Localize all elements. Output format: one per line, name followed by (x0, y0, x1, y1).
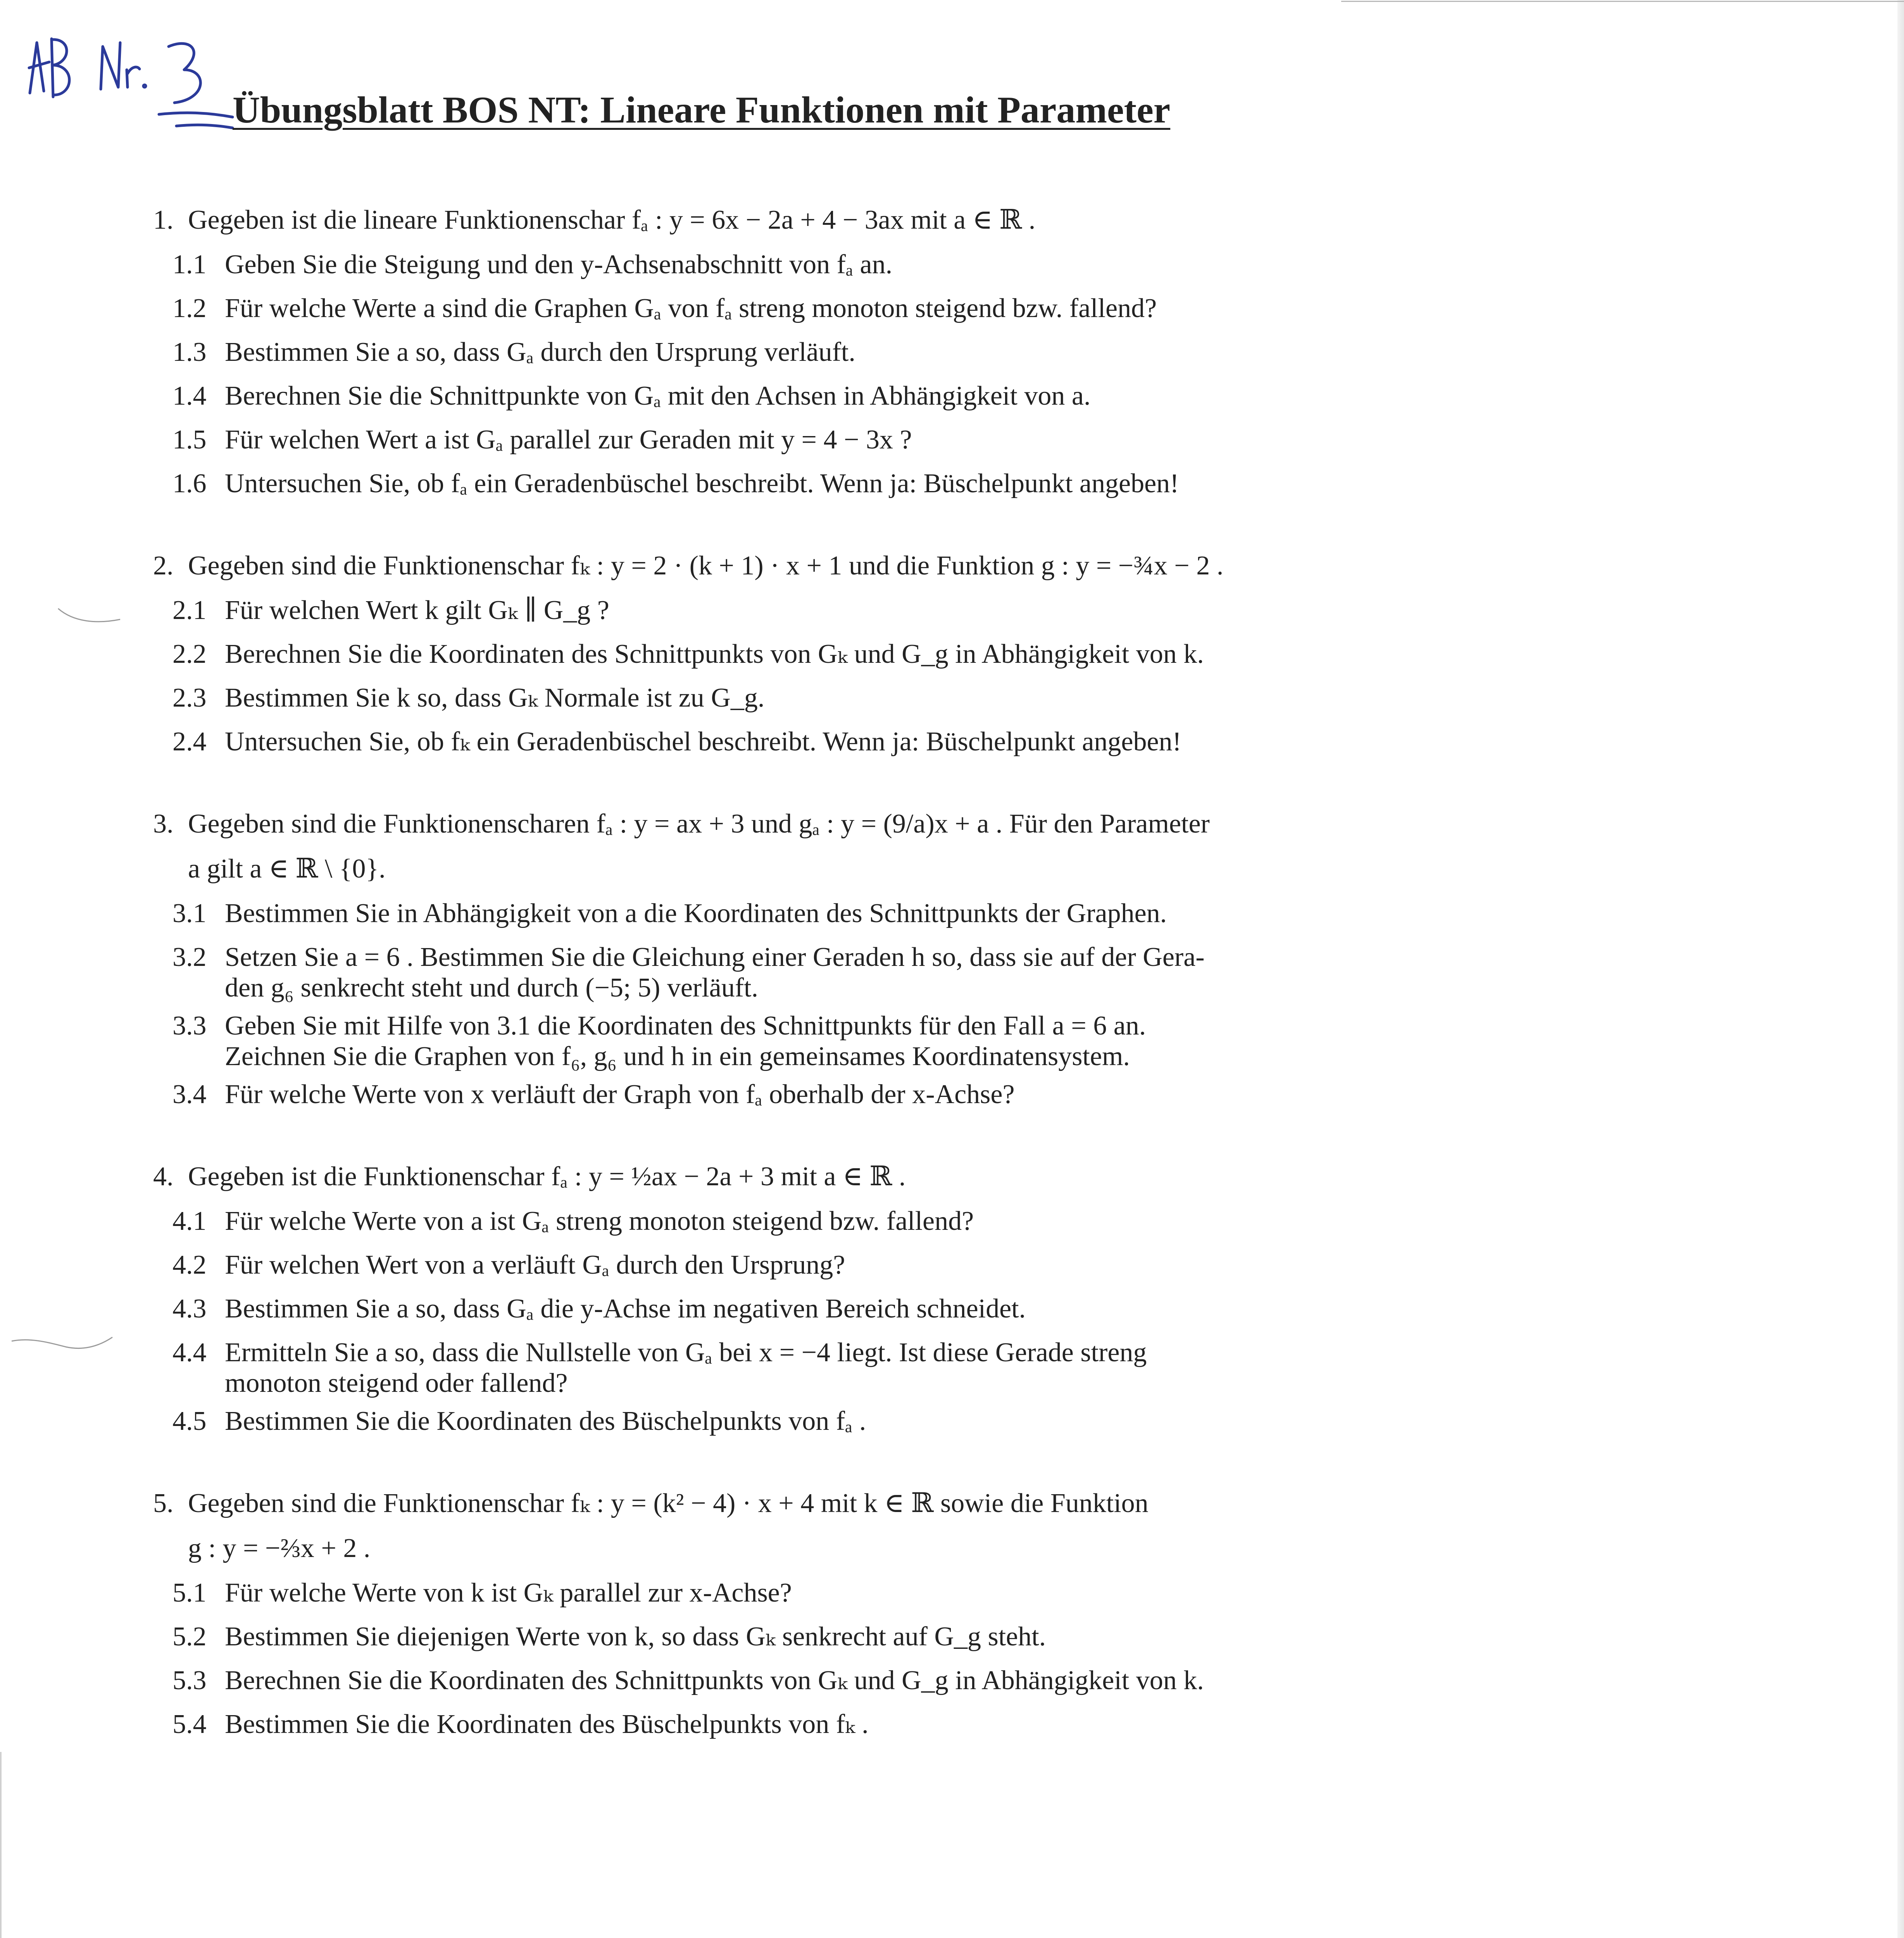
subtask (153, 1331, 1246, 1399)
subtask-number: 3.4 (172, 1079, 207, 1109)
problem-text: Gegeben sind die Funktionenschar fₖ : y = 2 · (k + 1) · x + 1 und die Funktion g : y = −¾x − 2 . (188, 551, 1224, 581)
pencil-mark (8, 1326, 116, 1357)
problem-statement (153, 1481, 1246, 1571)
subtask-number: 4.5 (172, 1406, 207, 1436)
subtask (153, 891, 1246, 935)
subtask-number: 4.3 (172, 1294, 207, 1324)
subtask-text-line: Zeichnen Sie die Graphen von f₆, g₆ und h in ein gemeinsames Koordinatensystem. (225, 1041, 1130, 1071)
subtask (153, 720, 1246, 764)
problem-statement (153, 543, 1246, 588)
subtask-number: 1.2 (172, 293, 207, 323)
subtask (153, 632, 1246, 676)
subtask (153, 676, 1246, 720)
subtask (153, 1243, 1246, 1287)
subtask (153, 588, 1246, 632)
subtask-number: 2.1 (172, 595, 207, 625)
problem-text-line: a gilt a ∈ ℝ \ {0}. (188, 854, 386, 884)
pencil-mark (54, 605, 124, 628)
subtask (153, 330, 1246, 374)
subtask-number: 4.4 (172, 1338, 207, 1367)
subtask-text: Bestimmen Sie diejenigen Werte von k, so dass Gₖ senkrecht auf G_g steht. (225, 1622, 1046, 1652)
subtask-text: Für welche Werte von x verläuft der Graph von fₐ oberhalb der x-Achse? (225, 1079, 1015, 1109)
problem-2 (153, 543, 1246, 764)
subtask (153, 243, 1246, 286)
scan-line (0, 1752, 2, 1938)
subtask (153, 1199, 1246, 1243)
subtask-text-line: Setzen Sie a = 6 . Bestimmen Sie die Gleichung einer Geraden h so, dass sie auf der Gera- (225, 942, 1205, 972)
subtask-text: Bestimmen Sie die Koordinaten des Büschelpunkts von fₖ . (225, 1709, 869, 1739)
subtask-text: Bestimmen Sie die Koordinaten des Büschelpunkts von fₐ . (225, 1406, 866, 1436)
problem-1 (153, 198, 1246, 505)
subtask (153, 1571, 1246, 1615)
problem-text (188, 802, 1246, 891)
problem-statement (153, 198, 1246, 243)
subtask-text: Für welchen Wert von a verläuft Gₐ durch den Ursprung? (225, 1250, 845, 1280)
problem-number: 4. (153, 1162, 174, 1191)
problem-list (153, 198, 1246, 1784)
problem-3 (153, 802, 1246, 1116)
subtask-text: Für welche Werte von a ist Gₐ streng monoton steigend bzw. fallend? (225, 1206, 974, 1236)
problem-number: 3. (153, 809, 174, 839)
subtask-number: 1.3 (172, 337, 207, 367)
subtask-text: Untersuchen Sie, ob fₖ ein Geradenbüschel beschreibt. Wenn ja: Büschelpunkt angeben! (225, 727, 1181, 757)
page-title: Übungsblatt BOS NT: Lineare Funktionen mit Parameter (233, 89, 1171, 131)
subtask (153, 935, 1246, 1004)
subtask-text: Bestimmen Sie k so, dass Gₖ Normale ist zu G_g. (225, 683, 765, 713)
subtask-text: Untersuchen Sie, ob fₐ ein Geradenbüschel beschreibt. Wenn ja: Büschelpunkt angeben! (225, 469, 1179, 498)
problem-4 (153, 1154, 1246, 1443)
subtask-number: 1.1 (172, 250, 207, 279)
subtask-number: 3.3 (172, 1011, 207, 1041)
subtask-number: 3.2 (172, 942, 207, 972)
problem-statement (153, 802, 1246, 891)
problem-statement (153, 1154, 1246, 1199)
problem-text: Gegeben ist die Funktionenschar fₐ : y = ½ax − 2a + 3 mit a ∈ ℝ . (188, 1162, 906, 1191)
subtask-text: Bestimmen Sie a so, dass Gₐ die y-Achse im negativen Bereich schneidet. (225, 1294, 1026, 1324)
problem-number: 1. (153, 205, 174, 235)
subtask-number: 2.4 (172, 727, 207, 757)
subtask (153, 462, 1246, 505)
subtask (153, 418, 1246, 462)
subtask-number: 1.5 (172, 425, 207, 455)
subtask-text (225, 1331, 1246, 1399)
handwritten-note (21, 16, 238, 132)
subtask (153, 1702, 1246, 1746)
problem-text: Gegeben ist die lineare Funktionenschar fₐ : y = 6x − 2a + 4 − 3ax mit a ∈ ℝ . (188, 205, 1036, 235)
subtask-text: Bestimmen Sie in Abhängigkeit von a die Koordinaten des Schnittpunkts der Graphen. (225, 898, 1167, 928)
problem-number: 2. (153, 551, 174, 581)
subtask-text: Berechnen Sie die Koordinaten des Schnittpunkts von Gₖ und G_g in Abhängigkeit von k. (225, 639, 1204, 669)
scan-line (1341, 1, 1904, 2)
subtask-text: Für welche Werte a sind die Graphen Gₐ von fₐ streng monoton steigend bzw. fallend? (225, 293, 1157, 323)
subtask-number: 2.2 (172, 639, 207, 669)
problem-number: 5. (153, 1488, 174, 1518)
problem-text (188, 1481, 1246, 1571)
subtask-text-line: Geben Sie mit Hilfe von 3.1 die Koordinaten des Schnittpunkts für den Fall a = 6 an. (225, 1011, 1146, 1041)
subtask-text: Berechnen Sie die Schnittpunkte von Gₐ mit den Achsen in Abhängigkeit von a. (225, 381, 1091, 411)
subtask (153, 286, 1246, 330)
subtask (153, 1004, 1246, 1072)
problem-text-line: Gegeben sind die Funktionenscharen fₐ : y = ax + 3 und gₐ : y = (9/a)x + a . Für den Parameter (188, 809, 1210, 839)
subtask (153, 374, 1246, 418)
subtask-number: 1.6 (172, 469, 207, 498)
subtask-text (225, 935, 1246, 1004)
subtask-text: Für welchen Wert k gilt Gₖ ∥ G_g ? (225, 595, 609, 625)
subtask-text-line: Ermitteln Sie a so, dass die Nullstelle von Gₐ bei x = −4 liegt. Ist diese Gerade streng (225, 1338, 1147, 1367)
subtask-text: Bestimmen Sie a so, dass Gₐ durch den Ursprung verläuft. (225, 337, 855, 367)
subtask-number: 2.3 (172, 683, 207, 713)
subtask-text: Berechnen Sie die Koordinaten des Schnittpunkts von Gₖ und G_g in Abhängigkeit von k. (225, 1666, 1204, 1695)
scan-edge (1897, 0, 1904, 1938)
subtask-text: Für welchen Wert a ist Gₐ parallel zur Geraden mit y = 4 − 3x ? (225, 425, 912, 455)
subtask (153, 1072, 1246, 1116)
subtask-number: 4.2 (172, 1250, 207, 1280)
subtask-number: 5.2 (172, 1622, 207, 1652)
subtask (153, 1615, 1246, 1659)
subtask-text: Für welche Werte von k ist Gₖ parallel zur x-Achse? (225, 1578, 792, 1608)
subtask-number: 5.1 (172, 1578, 207, 1608)
problem-5 (153, 1481, 1246, 1746)
subtask (153, 1399, 1246, 1443)
subtask-number: 1.4 (172, 381, 207, 411)
problem-text-line: Gegeben sind die Funktionenschar fₖ : y = (k² − 4) · x + 4 mit k ∈ ℝ sowie die Funktion (188, 1488, 1149, 1518)
subtask-text (225, 1004, 1246, 1072)
subtask (153, 1659, 1246, 1702)
subtask-number: 4.1 (172, 1206, 207, 1236)
subtask-text-line: monoton steigend oder fallend? (225, 1368, 568, 1398)
subtask-text-line: den g₆ senkrecht steht und durch (−5; 5) verläuft. (225, 973, 758, 1003)
subtask-number: 3.1 (172, 898, 207, 928)
subtask-number: 5.4 (172, 1709, 207, 1739)
subtask-text: Geben Sie die Steigung und den y-Achsenabschnitt von fₐ an. (225, 250, 893, 279)
problem-text-line: g : y = −⅔x + 2 . (188, 1533, 371, 1563)
subtask-number: 5.3 (172, 1666, 207, 1695)
subtask (153, 1287, 1246, 1331)
